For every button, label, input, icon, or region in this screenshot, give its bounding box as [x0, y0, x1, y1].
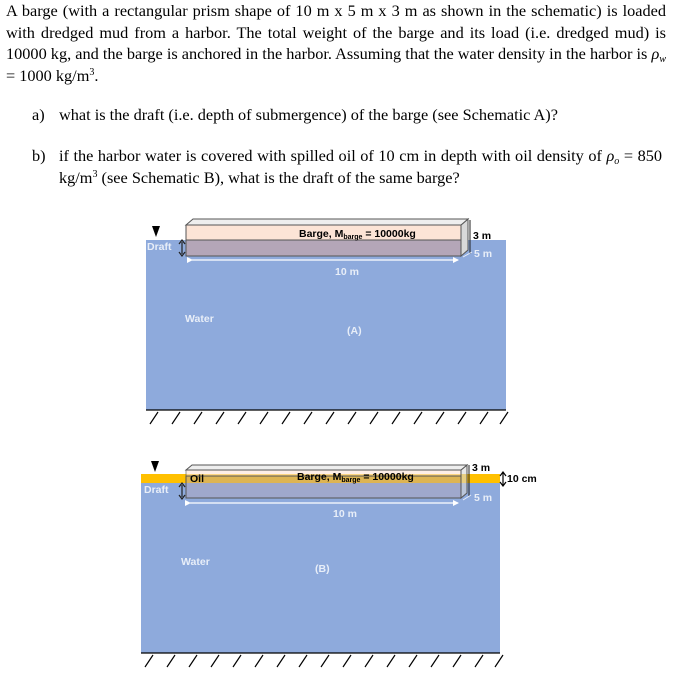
- width-label-b: 5 m: [474, 492, 493, 504]
- length-label-a: 10 m: [335, 266, 359, 278]
- height-label-b: 3 m: [472, 462, 491, 474]
- question-a-label: a): [32, 105, 45, 124]
- problem-statement: A barge (with a rectangular prism shape of 10 m x 5 m x 3 m as shown in the schematic) is loaded with dredged mud from a harbor. The total weight of the barge and its load (i.e. dredged mud) is 10000 kg, and the barge is anchored in the harbor. Assuming that the water density in the harbor is $\rho_w = 1000$ $kg/m^3$.: [6, 1, 666, 85]
- draft-label-b: Draft: [144, 484, 169, 496]
- water-label-b: Water: [181, 556, 210, 568]
- oil-depth-label-b: 10 cm: [507, 473, 537, 485]
- water-body-a: [146, 240, 506, 410]
- schematic-tag-a: (A): [347, 325, 362, 337]
- schematic-a: [146, 219, 508, 424]
- schematic-b: [141, 461, 537, 667]
- schematic-tag-b: (B): [315, 563, 330, 575]
- question-b-label: b): [32, 146, 46, 165]
- oil-level-marker-b: [151, 461, 159, 472]
- water-level-marker-a: [152, 226, 160, 237]
- question-a-text: what is the draft (i.e. depth of submergence) of the barge (see Schematic A)?: [59, 105, 558, 124]
- oil-depth-arrow-b: [500, 472, 506, 486]
- width-label-a: 5 m: [474, 248, 493, 260]
- draft-label-a: Draft: [147, 241, 172, 253]
- ground-b: [141, 653, 503, 667]
- question-b-text: if the harbor water is covered with spilled oil of 10 cm in depth with oil density of $\rho_o = 850$ $kg/m^3$ (see Schematic B), what is the draft of the same barge?: [59, 146, 662, 187]
- water-label-a: Water: [185, 313, 214, 325]
- length-label-b: 10 m: [333, 508, 357, 520]
- ground-a: [146, 410, 508, 424]
- oil-label-b: Oil: [190, 473, 205, 485]
- barge-label-b: Barge, Mbarge = 10000kg: [297, 471, 414, 484]
- height-label-a: 3 m: [473, 230, 492, 242]
- barge-label-a: Barge, Mbarge = 10000kg: [299, 228, 416, 241]
